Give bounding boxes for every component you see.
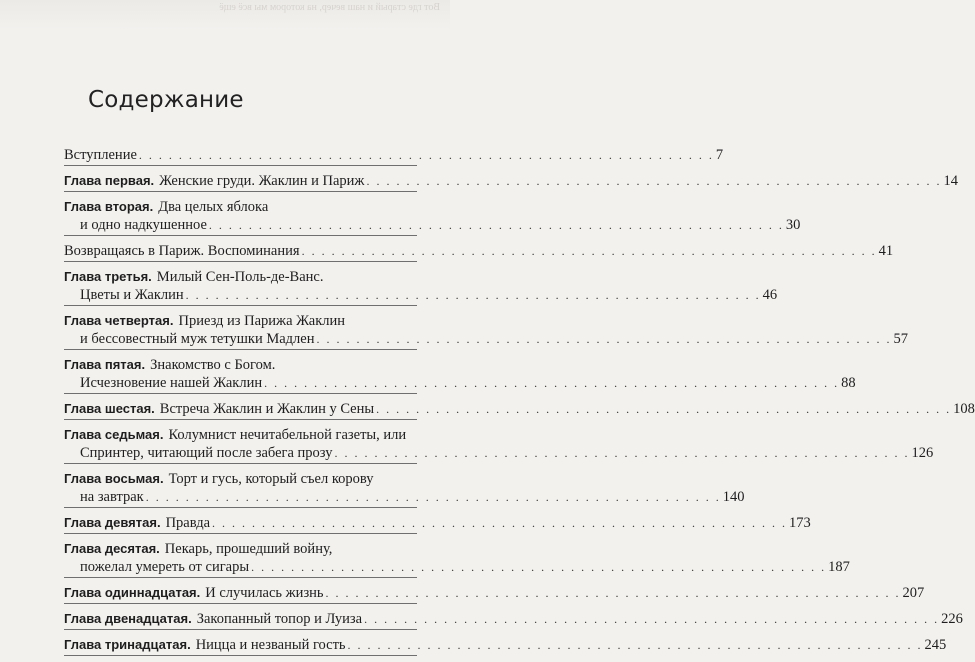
dot-leader: . . . . . . . . . . . . . . . . . . . . . . . . . . . . . . . . . . . . . . . . . . . . . . . . . . . . . . . . . . xyxy=(208,218,784,232)
dot-leader: . . . . . . . . . . . . . . . . . . . . . . . . . . . . . . . . . . . . . . . . . . . . . . . . . . . . . . . . . . xyxy=(366,174,942,188)
dot-leader: . . . . . . . . . . . . . . . . . . . . . . . . . . . . . . . . . . . . . . . . . . . . . . . . . . . . . . . . . . xyxy=(264,376,840,390)
toc-line xyxy=(64,558,850,576)
dot-leader: . . . . . . . . . . . . . . . . . . . . . . . . . . . . . . . . . . . . . . . . . . . . . . . . . . . . . . . . . . xyxy=(212,516,788,530)
entry-title: Ницца и незваный гость xyxy=(195,637,346,653)
chapter-label: Глава вторая. xyxy=(64,199,154,214)
toc-entry xyxy=(64,198,801,236)
chapter-label: Глава седьмая. xyxy=(64,427,164,442)
toc-line xyxy=(64,172,958,190)
page-title: Содержание xyxy=(88,87,244,114)
chapter-label: Глава десятая. xyxy=(64,541,160,556)
page-number: 41 xyxy=(878,243,894,259)
page-number: 140 xyxy=(722,489,745,505)
toc-entry xyxy=(64,470,745,508)
toc-line xyxy=(64,268,417,286)
entry-title: Исчезновение нашей Жаклин xyxy=(80,375,263,391)
page-number: 245 xyxy=(924,637,947,653)
entry-title: И случилась жизнь xyxy=(205,585,324,601)
toc-entry xyxy=(64,636,947,656)
page-number: 108 xyxy=(953,401,975,417)
toc-entry xyxy=(64,268,778,306)
chapter-label: Глава четвертая. xyxy=(64,313,174,328)
page-number: 226 xyxy=(941,611,963,627)
chapter-label: Глава третья. xyxy=(64,269,152,284)
toc-line xyxy=(64,514,811,532)
page-number: 126 xyxy=(911,445,934,461)
toc-line xyxy=(64,540,417,558)
toc-line xyxy=(64,610,963,628)
dot-leader: . . . . . . . . . . . . . . . . . . . . . . . . . . . . . . . . . . . . . . . . . . . . . . . . . . . . . . . . . . xyxy=(316,332,892,346)
toc-line xyxy=(64,426,417,444)
toc-line xyxy=(64,374,856,392)
toc-entry xyxy=(64,312,908,350)
dot-leader: . . . . . . . . . . . . . . . . . . . . . . . . . . . . . . . . . . . . . . . . . . . . . . . . . . . . . . . . . . xyxy=(251,560,827,574)
entry-title: Два целых яблока xyxy=(158,199,269,215)
page-number: 57 xyxy=(893,331,908,347)
entry-title: Пекарь, прошедший войну, xyxy=(164,541,333,557)
entry-title: Милый Сен-Поль-де-Ванс. xyxy=(156,269,324,285)
show-through-band xyxy=(0,0,450,30)
page-number: 173 xyxy=(789,515,811,531)
toc-line xyxy=(64,330,908,348)
page-number: 46 xyxy=(762,287,778,303)
dot-leader: . . . . . . . . . . . . . . . . . . . . . . . . . . . . . . . . . . . . . . . . . . . . . . . . . . . . . . . . . . xyxy=(376,402,952,416)
entry-title: Приезд из Парижа Жаклин xyxy=(178,313,346,329)
chapter-label: Глава девятая. xyxy=(64,515,161,530)
toc-entry xyxy=(64,356,856,394)
toc-entry xyxy=(64,514,811,534)
toc-line xyxy=(64,286,778,304)
toc-line xyxy=(64,312,417,330)
dot-leader: . . . . . . . . . . . . . . . . . . . . . . . . . . . . . . . . . . . . . . . . . . . . . . . . . . . . . . . . . . xyxy=(301,244,877,258)
page-number: 88 xyxy=(841,375,856,391)
toc-line xyxy=(64,488,745,506)
chapter-label: Глава одиннадцатая. xyxy=(64,585,201,600)
toc-entry xyxy=(64,540,850,578)
entry-title: Колумнист нечитабельной газеты, или xyxy=(168,427,407,443)
toc-entry xyxy=(64,610,963,630)
toc-entry xyxy=(64,426,934,464)
toc-line xyxy=(64,242,894,260)
chapter-label: Глава двенадцатая. xyxy=(64,611,192,626)
entry-title: Возвращаясь в Париж. Воспоминания xyxy=(64,243,300,259)
entry-title: Встреча Жаклин и Жаклин у Сены xyxy=(159,401,375,417)
page-number: 207 xyxy=(902,585,925,601)
toc-line xyxy=(64,198,417,216)
chapter-label: Глава пятая. xyxy=(64,357,146,372)
entry-title: и бессовестный муж тетушки Мадлен xyxy=(80,331,315,347)
entry-title: Торт и гусь, который съел корову xyxy=(168,471,374,487)
dot-leader: . . . . . . . . . . . . . . . . . . . . . . . . . . . . . . . . . . . . . . . . . . . . . . . . . . . . . . . . . . xyxy=(138,148,714,162)
dot-leader: . . . . . . . . . . . . . . . . . . . . . . . . . . . . . . . . . . . . . . . . . . . . . . . . . . . . . . . . . . xyxy=(185,288,761,302)
toc-line xyxy=(64,356,417,374)
dot-leader: . . . . . . . . . . . . . . . . . . . . . . . . . . . . . . . . . . . . . . . . . . . . . . . . . . . . . . . . . . xyxy=(325,586,901,600)
toc-line xyxy=(64,216,801,234)
entry-title: пожелал умереть от сигары xyxy=(80,559,250,575)
toc-entry xyxy=(64,172,958,192)
dot-leader: . . . . . . . . . . . . . . . . . . . . . . . . . . . . . . . . . . . . . . . . . . . . . . . . . . . . . . . . . . xyxy=(347,638,923,652)
entry-title: и одно надкушенное xyxy=(80,217,207,233)
toc-line xyxy=(64,444,934,462)
page-number: 30 xyxy=(785,217,801,233)
toc-line xyxy=(64,584,925,602)
dot-leader: . . . . . . . . . . . . . . . . . . . . . . . . . . . . . . . . . . . . . . . . . . . . . . . . . . . . . . . . . . xyxy=(145,490,721,504)
toc-entry xyxy=(64,146,724,166)
toc-line xyxy=(64,146,724,164)
toc-entry xyxy=(64,584,925,604)
chapter-label: Глава шестая. xyxy=(64,401,155,416)
chapter-label: Глава восьмая. xyxy=(64,471,164,486)
entry-title: Знакомство с Богом. xyxy=(150,357,276,373)
chapter-label: Глава первая. xyxy=(64,173,155,188)
toc-entry xyxy=(64,400,975,420)
entry-title: Правда xyxy=(165,515,211,531)
toc-entry xyxy=(64,242,894,262)
entry-title: Цветы и Жаклин xyxy=(80,287,184,303)
toc-line xyxy=(64,470,417,488)
chapter-label: Глава тринадцатая. xyxy=(64,637,191,652)
toc-line xyxy=(64,400,975,418)
page-number: 7 xyxy=(715,147,724,163)
entry-title: Спринтер, читающий после забега прозу xyxy=(80,445,333,461)
dot-leader: . . . . . . . . . . . . . . . . . . . . . . . . . . . . . . . . . . . . . . . . . . . . . . . . . . . . . . . . . . xyxy=(334,446,910,460)
entry-title: на завтрак xyxy=(80,489,144,505)
show-through-text: Вот где старый и наш вечер, на котором мы всё ещё xyxy=(219,2,440,13)
toc-line xyxy=(64,636,947,654)
dot-leader: . . . . . . . . . . . . . . . . . . . . . . . . . . . . . . . . . . . . . . . . . . . . . . . . . . . . . . . . . . xyxy=(364,612,940,626)
page-number: 14 xyxy=(943,173,958,189)
table-of-contents xyxy=(64,146,975,662)
entry-title: Вступление xyxy=(64,147,137,163)
entry-title: Закопанный топор и Луиза xyxy=(196,611,363,627)
entry-title: Женские груди. Жаклин и Париж xyxy=(159,173,365,189)
page-number: 187 xyxy=(828,559,850,575)
